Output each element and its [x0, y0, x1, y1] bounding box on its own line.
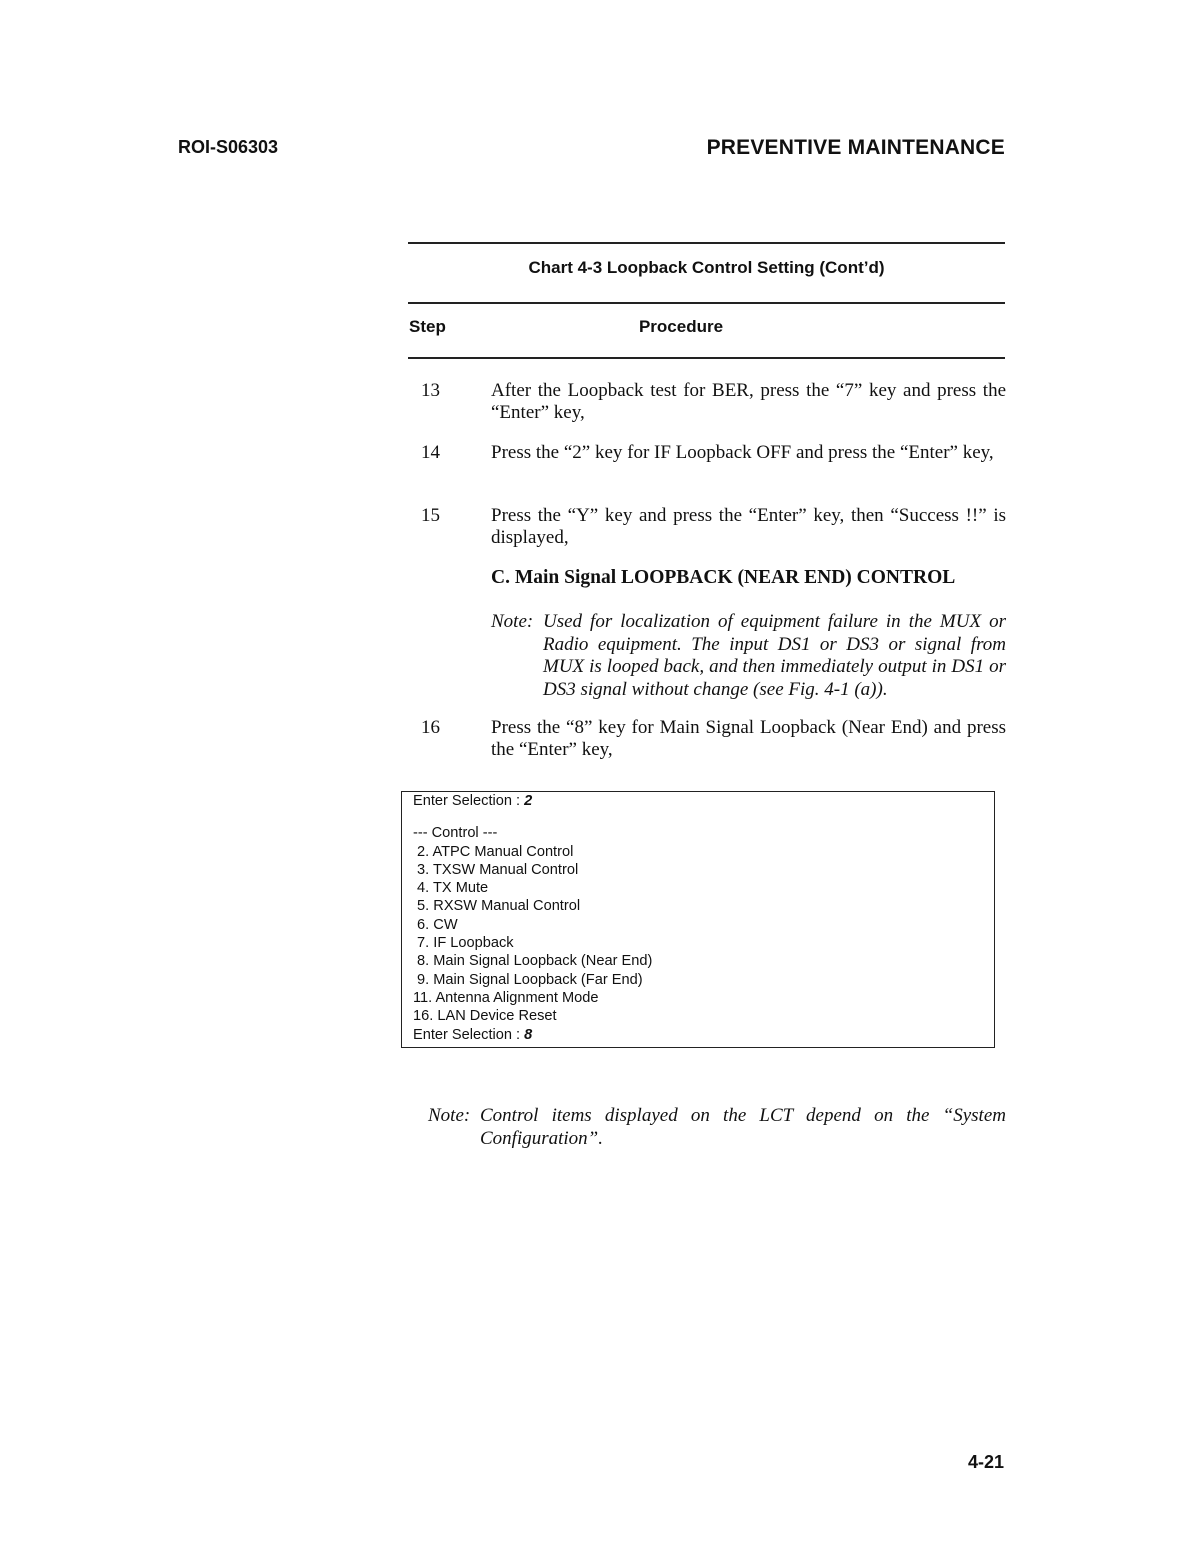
note-label: Note:	[491, 611, 534, 632]
step-text: After the Loopback test for BER, press the “7” key and press the “Enter” key,	[491, 380, 1006, 423]
terminal-prompt: Enter Selection :	[413, 793, 525, 809]
terminal-menu-item: 3. TXSW Manual Control	[413, 861, 579, 878]
step-number: 15	[421, 505, 440, 526]
footer-note	[428, 1104, 1006, 1150]
table-top-rule	[408, 242, 1005, 244]
subsection-note	[491, 611, 1006, 701]
chart-title: Chart 4-3 Loopback Control Setting (Cont’d)	[528, 258, 885, 277]
section-title: PREVENTIVE MAINTENANCE	[706, 136, 1005, 159]
terminal-input-value: 2	[524, 793, 533, 809]
terminal-menu-item: 7. IF Loopback	[413, 935, 514, 952]
note-text: Control items displayed on the LCT depend on the “System Configuration”.	[480, 1105, 1006, 1149]
terminal-menu-item: 2. ATPC Manual Control	[413, 843, 574, 860]
terminal-menu-item: 8. Main Signal Loopback (Near End)	[413, 953, 653, 970]
terminal-prompt-line	[413, 792, 994, 810]
step-text: Press the “Y” key and press the “Enter” key, then “Success !!” is displayed,	[491, 505, 1006, 548]
terminal-menu-item: 9. Main Signal Loopback (Far End)	[413, 971, 643, 988]
terminal-prompt: Enter Selection :	[413, 1026, 525, 1043]
terminal-menu-title: --- Control ---	[413, 825, 498, 842]
step-number: 14	[421, 442, 440, 463]
terminal-menu-item: 11. Antenna Alignment Mode	[413, 989, 599, 1006]
column-header-step: Step	[409, 317, 446, 336]
terminal-prompt-line	[413, 1026, 994, 1044]
terminal-menu-item: 4. TX Mute	[413, 880, 489, 897]
subsection-heading: C. Main Signal LOOPBACK (NEAR END) CONTROL	[491, 567, 956, 588]
terminal-menu-item: 6. CW	[413, 916, 458, 933]
step-text: Press the “2” key for IF Loopback OFF and press the “Enter” key,	[491, 442, 994, 463]
step-text: Press the “8” key for Main Signal Loopback (Near End) and press the “Enter” key,	[491, 717, 1006, 760]
note-text: Used for localization of equipment failure in the MUX or Radio equipment. The input DS1 or DS3 or signal from MUX is looped back, and then immediately output in DS1 or DS3 signal without change (see Fig. 4-1 (a)).	[543, 611, 1006, 700]
page-number: 4-21	[967, 1452, 1004, 1472]
header-bottom-rule	[408, 357, 1005, 359]
terminal-menu-item: 5. RXSW Manual Control	[413, 898, 581, 915]
step-number: 13	[421, 380, 440, 401]
terminal-menu-item: 16. LAN Device Reset	[413, 1008, 557, 1025]
terminal-input-value: 8	[524, 1026, 533, 1043]
document-id: ROI-S06303	[178, 137, 279, 157]
step-number: 16	[421, 717, 440, 738]
note-label: Note:	[428, 1105, 471, 1126]
terminal-screen	[401, 791, 995, 1048]
column-header-procedure: Procedure	[638, 317, 724, 336]
header-top-rule	[408, 302, 1005, 304]
